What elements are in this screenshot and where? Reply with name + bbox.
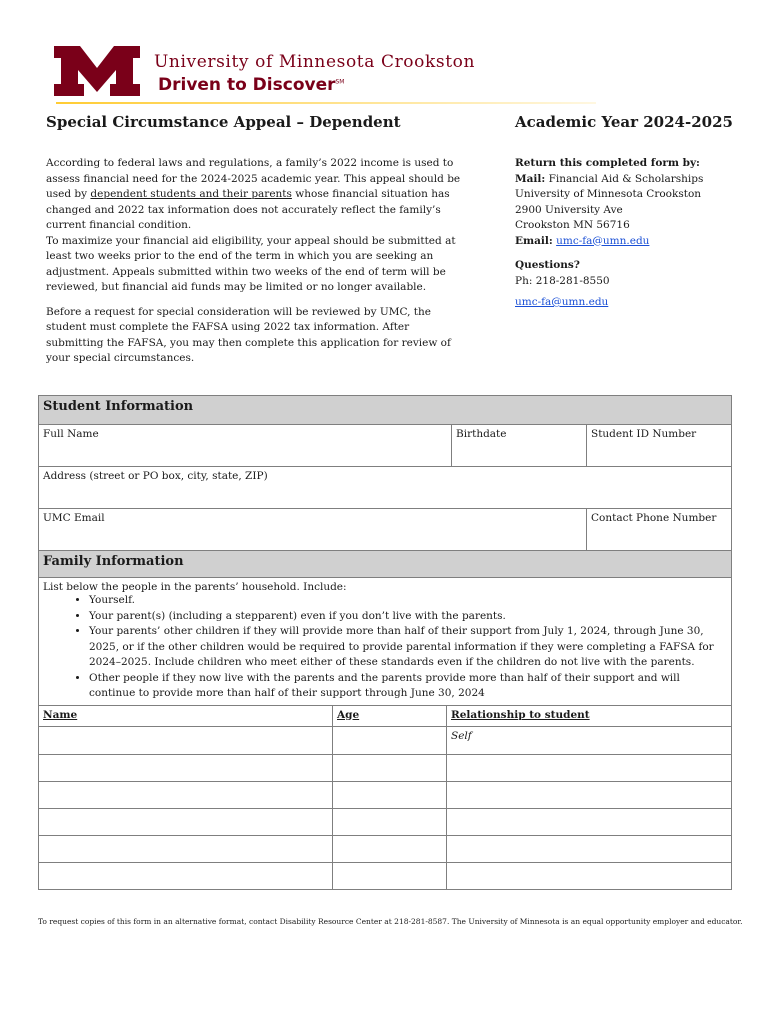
name-cell[interactable]	[39, 808, 333, 835]
table-row	[39, 754, 732, 781]
contact-block	[515, 156, 745, 311]
birthdate-field[interactable]: Birthdate	[452, 425, 587, 467]
age-cell[interactable]	[333, 781, 447, 808]
relationship-cell[interactable]	[447, 808, 732, 835]
name-cell[interactable]	[39, 726, 333, 754]
table-row	[39, 808, 732, 835]
bullet-item: • Your parent(s) (including a stepparent) even if you don’t live with the parents.	[89, 609, 727, 625]
full-name-field[interactable]: Full Name	[39, 425, 452, 467]
address-field[interactable]: Address (street or PO box, city, state, ZIP)	[39, 467, 732, 509]
name-cell[interactable]	[39, 781, 333, 808]
bullet-item: • Yourself.	[89, 593, 727, 609]
mail-line-1: Financial Aid & Scholarships	[548, 172, 704, 185]
form-title: Special Circumstance Appeal – Dependent	[46, 113, 401, 131]
tagline: Driven to Discover℠	[158, 75, 345, 95]
age-cell[interactable]	[333, 808, 447, 835]
contact-phone-field[interactable]: Contact Phone Number	[587, 509, 732, 551]
student-id-field[interactable]: Student ID Number	[587, 425, 732, 467]
email-link[interactable]: umc-fa@umn.edu	[556, 234, 650, 247]
mail-line-4: Crookston MN 56716	[515, 219, 630, 231]
table-row	[39, 726, 732, 754]
age-cell[interactable]	[333, 754, 447, 781]
student-info-heading: Student Information	[39, 396, 732, 425]
relationship-cell[interactable]	[447, 835, 732, 862]
footer-notice: To request copies of this form in an alternative format, contact Disability Resource Center at 218-281-8587. The University of Minnesota is an equal opportunity employer and educator.	[38, 917, 743, 926]
email-label: Email:	[515, 234, 553, 247]
return-heading: Return this completed form by:	[515, 157, 700, 169]
bullet-item: • Other people if they now live with the parents and the parents provide more than half of their support and will continue to provide more than half of their support through June 30, 2024	[89, 671, 727, 702]
instructions-intro: List below the people in the parents’ household. Include:	[43, 581, 347, 593]
phone-number: Ph: 218-281-8550	[515, 274, 610, 287]
page-header	[0, 0, 770, 110]
name-cell[interactable]	[39, 754, 333, 781]
intro-paragraph-1: According to federal laws and regulations, a family’s 2022 income is used to assess financial need for the 2024-2025 academic year. This appeal should be used by dependent students and their parents whose financial situation has changed and 2022 tax information does not accurately reflect the family’s current financial condition.	[46, 157, 461, 231]
student-info-table	[38, 395, 732, 551]
table-row	[39, 835, 732, 862]
questions-email-link[interactable]: umc-fa@umn.edu	[515, 296, 609, 308]
bullet-item: • Your parents’ other children if they will provide more than half of their support from July 1, 2024, through June 30, 2025, or if the other children would be required to provide parental information if they were completing a FAFSA for 2024–2025. Include children who meet either of these standards even if the children do not live with the parents.	[89, 624, 727, 671]
age-cell[interactable]	[333, 862, 447, 889]
university-name: University of Minnesota Crookston	[154, 52, 476, 72]
age-cell[interactable]	[333, 835, 447, 862]
table-row	[39, 781, 732, 808]
dependent-students-emphasis: dependent students and their parents	[90, 188, 292, 200]
age-cell[interactable]	[333, 726, 447, 754]
mail-label: Mail:	[515, 172, 546, 185]
university-m-logo	[54, 46, 140, 96]
header-divider	[56, 102, 596, 104]
service-mark: SM	[335, 78, 345, 86]
family-info-table	[38, 550, 732, 890]
name-cell[interactable]	[39, 862, 333, 889]
mail-line-3: 2900 University Ave	[515, 203, 623, 216]
table-row	[39, 862, 732, 889]
household-bullet-list	[43, 593, 727, 702]
relationship-cell[interactable]	[447, 754, 732, 781]
relationship-cell[interactable]	[447, 862, 732, 889]
name-cell[interactable]	[39, 835, 333, 862]
relationship-cell[interactable]: Self	[447, 726, 732, 754]
household-table-header	[39, 705, 732, 726]
intro-paragraph-2: To maximize your financial aid eligibility, your appeal should be submitted at least two weeks prior to the end of the term in which you are seeking an adjustment. Appeals submitted within two weeks of the end of term will be reviewed, but financial aid funds may be limited or no longer available.	[46, 234, 456, 293]
mail-line-2: University of Minnesota Crookston	[515, 188, 702, 200]
family-info-heading: Family Information	[39, 551, 732, 578]
family-instructions	[39, 578, 732, 706]
academic-year-title: Academic Year 2024-2025	[515, 113, 733, 131]
column-header-age: Age	[333, 705, 447, 726]
column-header-relationship: Relationship to student	[447, 705, 732, 726]
intro-paragraph-3: Before a request for special consideration will be reviewed by UMC, the student must complete the FAFSA using 2022 tax information. After submitting the FAFSA, you may then complete this application for review of your special circumstances.	[46, 305, 451, 364]
questions-heading: Questions?	[515, 259, 580, 271]
relationship-cell[interactable]	[447, 781, 732, 808]
umc-email-field[interactable]: UMC Email	[39, 509, 587, 551]
intro-text	[46, 156, 466, 367]
column-header-name: Name	[39, 705, 333, 726]
